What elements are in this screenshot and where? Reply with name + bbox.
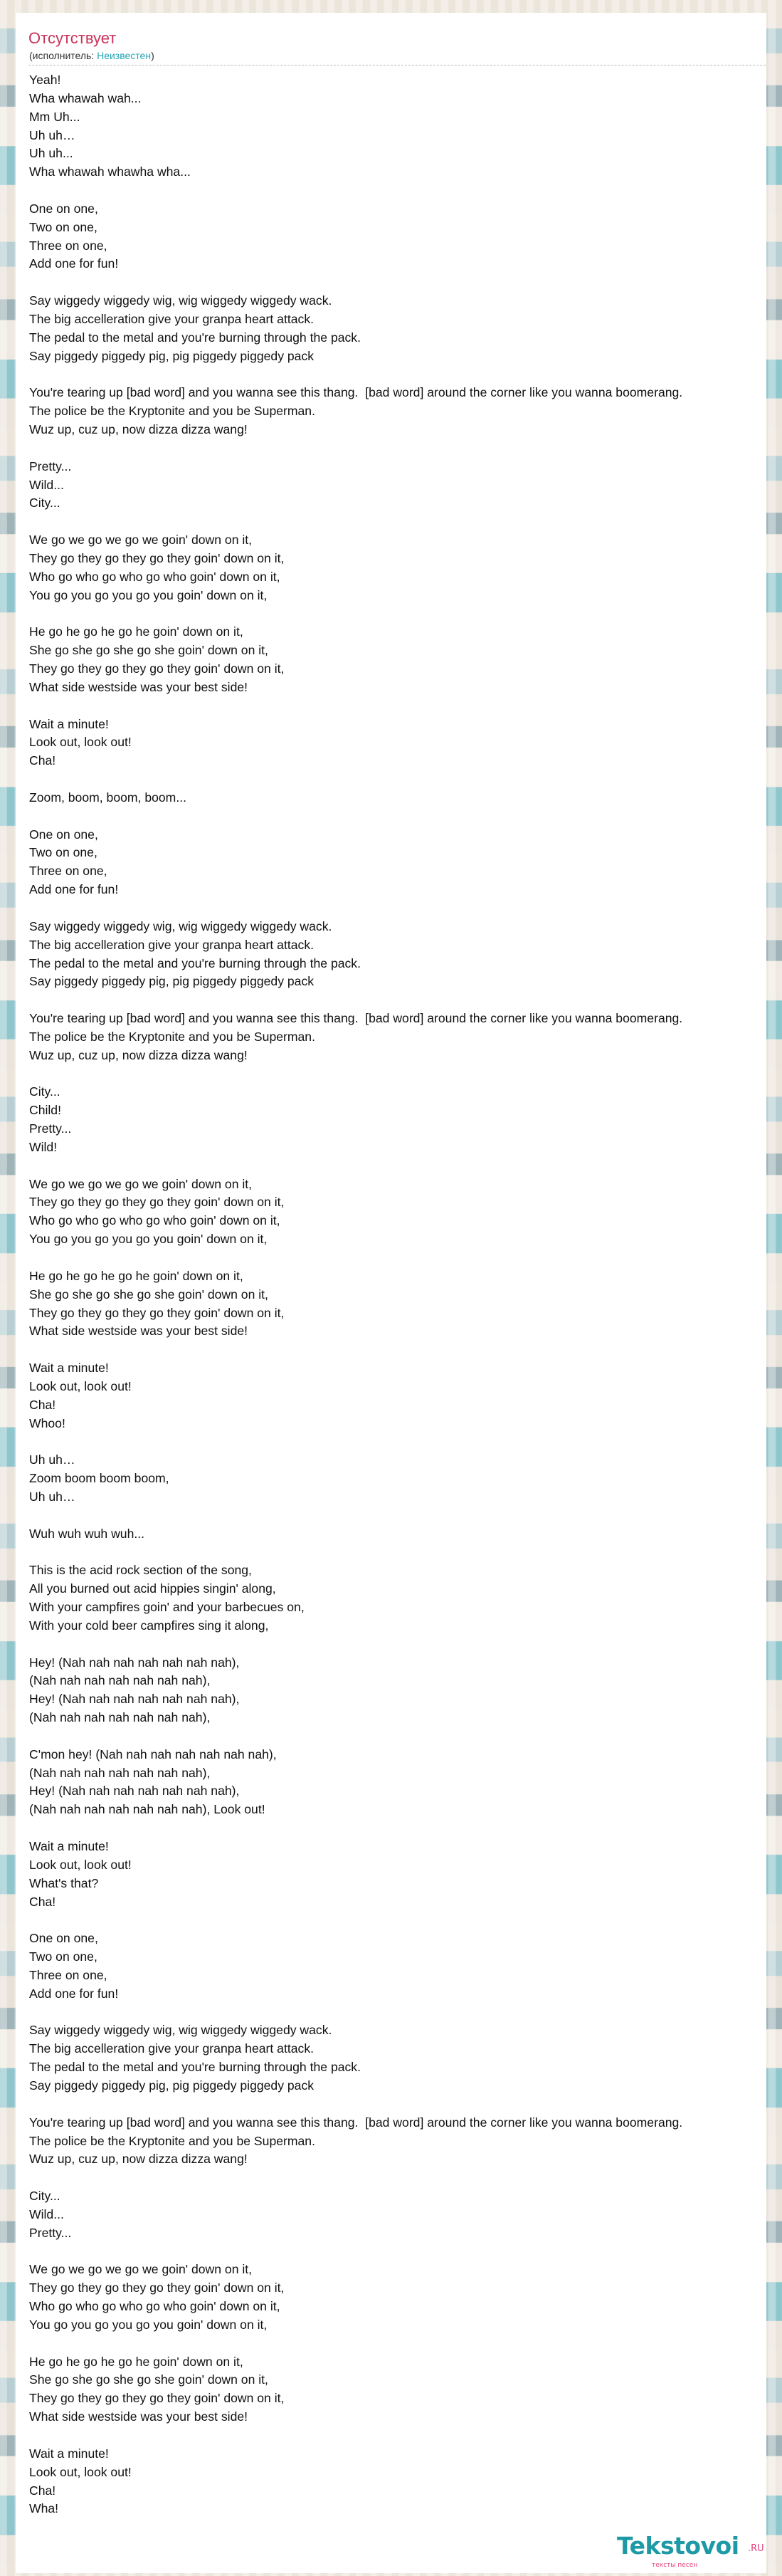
header-divider [28,65,766,66]
site-logo[interactable] [617,2532,764,2576]
artist-line [29,49,154,62]
logo-tld: .RU [748,2543,764,2554]
artist-link[interactable]: Неизвестен [97,50,152,61]
logo-name: Tekstovoi [617,2532,739,2560]
song-title: Отсутствует [28,29,117,47]
lyrics-text: Yeah! Wha whawah wah... Mm Uh... Uh uh… Uh uh... Wha whawah whawha wha... One on one, Two on one, Three on one, Add one for fun! Say wiggedy wiggedy wig, wig wiggedy wiggedy wack. The big accelleration give your granpa heart attack. The pedal to the metal and you're burning through the pack. Say piggedy piggedy pig, pig piggedy piggedy pack You're tearing up [bad word] and you wanna see this thang. [bad word] around the corner like you wanna boomerang. The police be the Kryptonite and you be Superman. Wuz up, cuz up, now dizza dizza wang! Pretty... Wild... City... We go we go we go we goin' down on it, They go they go they go they goin' down on it, Who go who go who go who goin' down on it, You go you go you go you goin' down on it, He go he go he go he goin' down on it, She go she go she go she goin' down on it, They go they go they go they goin' down on it, What side westside was your best side! Wait a minute! Look out, look out! Cha! Zoom, boom, boom, boom... One on one, Two on one, Three on one, Add one for fun! Say wiggedy wiggedy wig, wig wiggedy wiggedy wack. The big accelleration give your granpa heart attack. The pedal to the metal and you're burning through the pack. Say piggedy piggedy pig, pig piggedy piggedy pack You're tearing up [bad word] and you wanna see this thang. [bad word] around the corner like you wanna boomerang. The police be the Kryptonite and you be Superman. Wuz up, cuz up, now dizza dizza wang! City... Child! Pretty... Wild! We go we go we go we goin' down on it, They go they go they go they goin' down on it, Who go who go who go who goin' down on it, You go you go you go you goin' down on it, He go he go he go he goin' down on it, She go she go she go she goin' down on it, They go they go they go they goin' down on it, What side westside was your best side! Wait a minute! Look out, look out! Cha! Whoo! Uh uh… Zoom boom boom boom, Uh uh… Wuh wuh wuh wuh... This is the acid rock section of the song, All you burned out acid hippies singin' along, With your campfires goin' and your barbecues on, With your cold beer campfires sing it along, Hey! (Nah nah nah nah nah nah nah), (Nah nah nah nah nah nah nah), Hey! (Nah nah nah nah nah nah nah), (Nah nah nah nah nah nah nah), C'mon hey! (Nah nah nah nah nah nah nah), (Nah nah nah nah nah nah nah), Hey! (Nah nah nah nah nah nah nah), (Nah nah nah nah nah nah nah), Look out! Wait a minute! Look out, look out! What's that? Cha! One on one, Two on one, Three on one, Add one for fun! Say wiggedy wiggedy wig, wig wiggedy wiggedy wack. The big accelleration give your granpa heart attack. The pedal to the metal and you're burning through the pack. Say piggedy piggedy pig, pig piggedy piggedy pack You're tearing up [bad word] and you wanna see this thang. [bad word] around the corner like you wanna boomerang. The police be the Kryptonite and you be Superman. Wuz up, cuz up, now dizza dizza wang! City... Wild... Pretty... We go we go we go we goin' down on it, They go they go they go they goin' down on it, Who go who go who go who goin' down on it, You go you go you go you goin' down on it, He go he go he go he goin' down on it, She go she go she go she goin' down on it, They go they go they go they goin' down on it, What side westside was your best side! Wait a minute! Look out, look out! Cha! Wha! [29,73,683,2516]
artist-prefix: (исполнитель: [29,50,97,61]
lyrics-page [16,13,766,2573]
artist-suffix: ) [151,50,154,61]
logo-tagline: тексты песен [652,2562,698,2569]
